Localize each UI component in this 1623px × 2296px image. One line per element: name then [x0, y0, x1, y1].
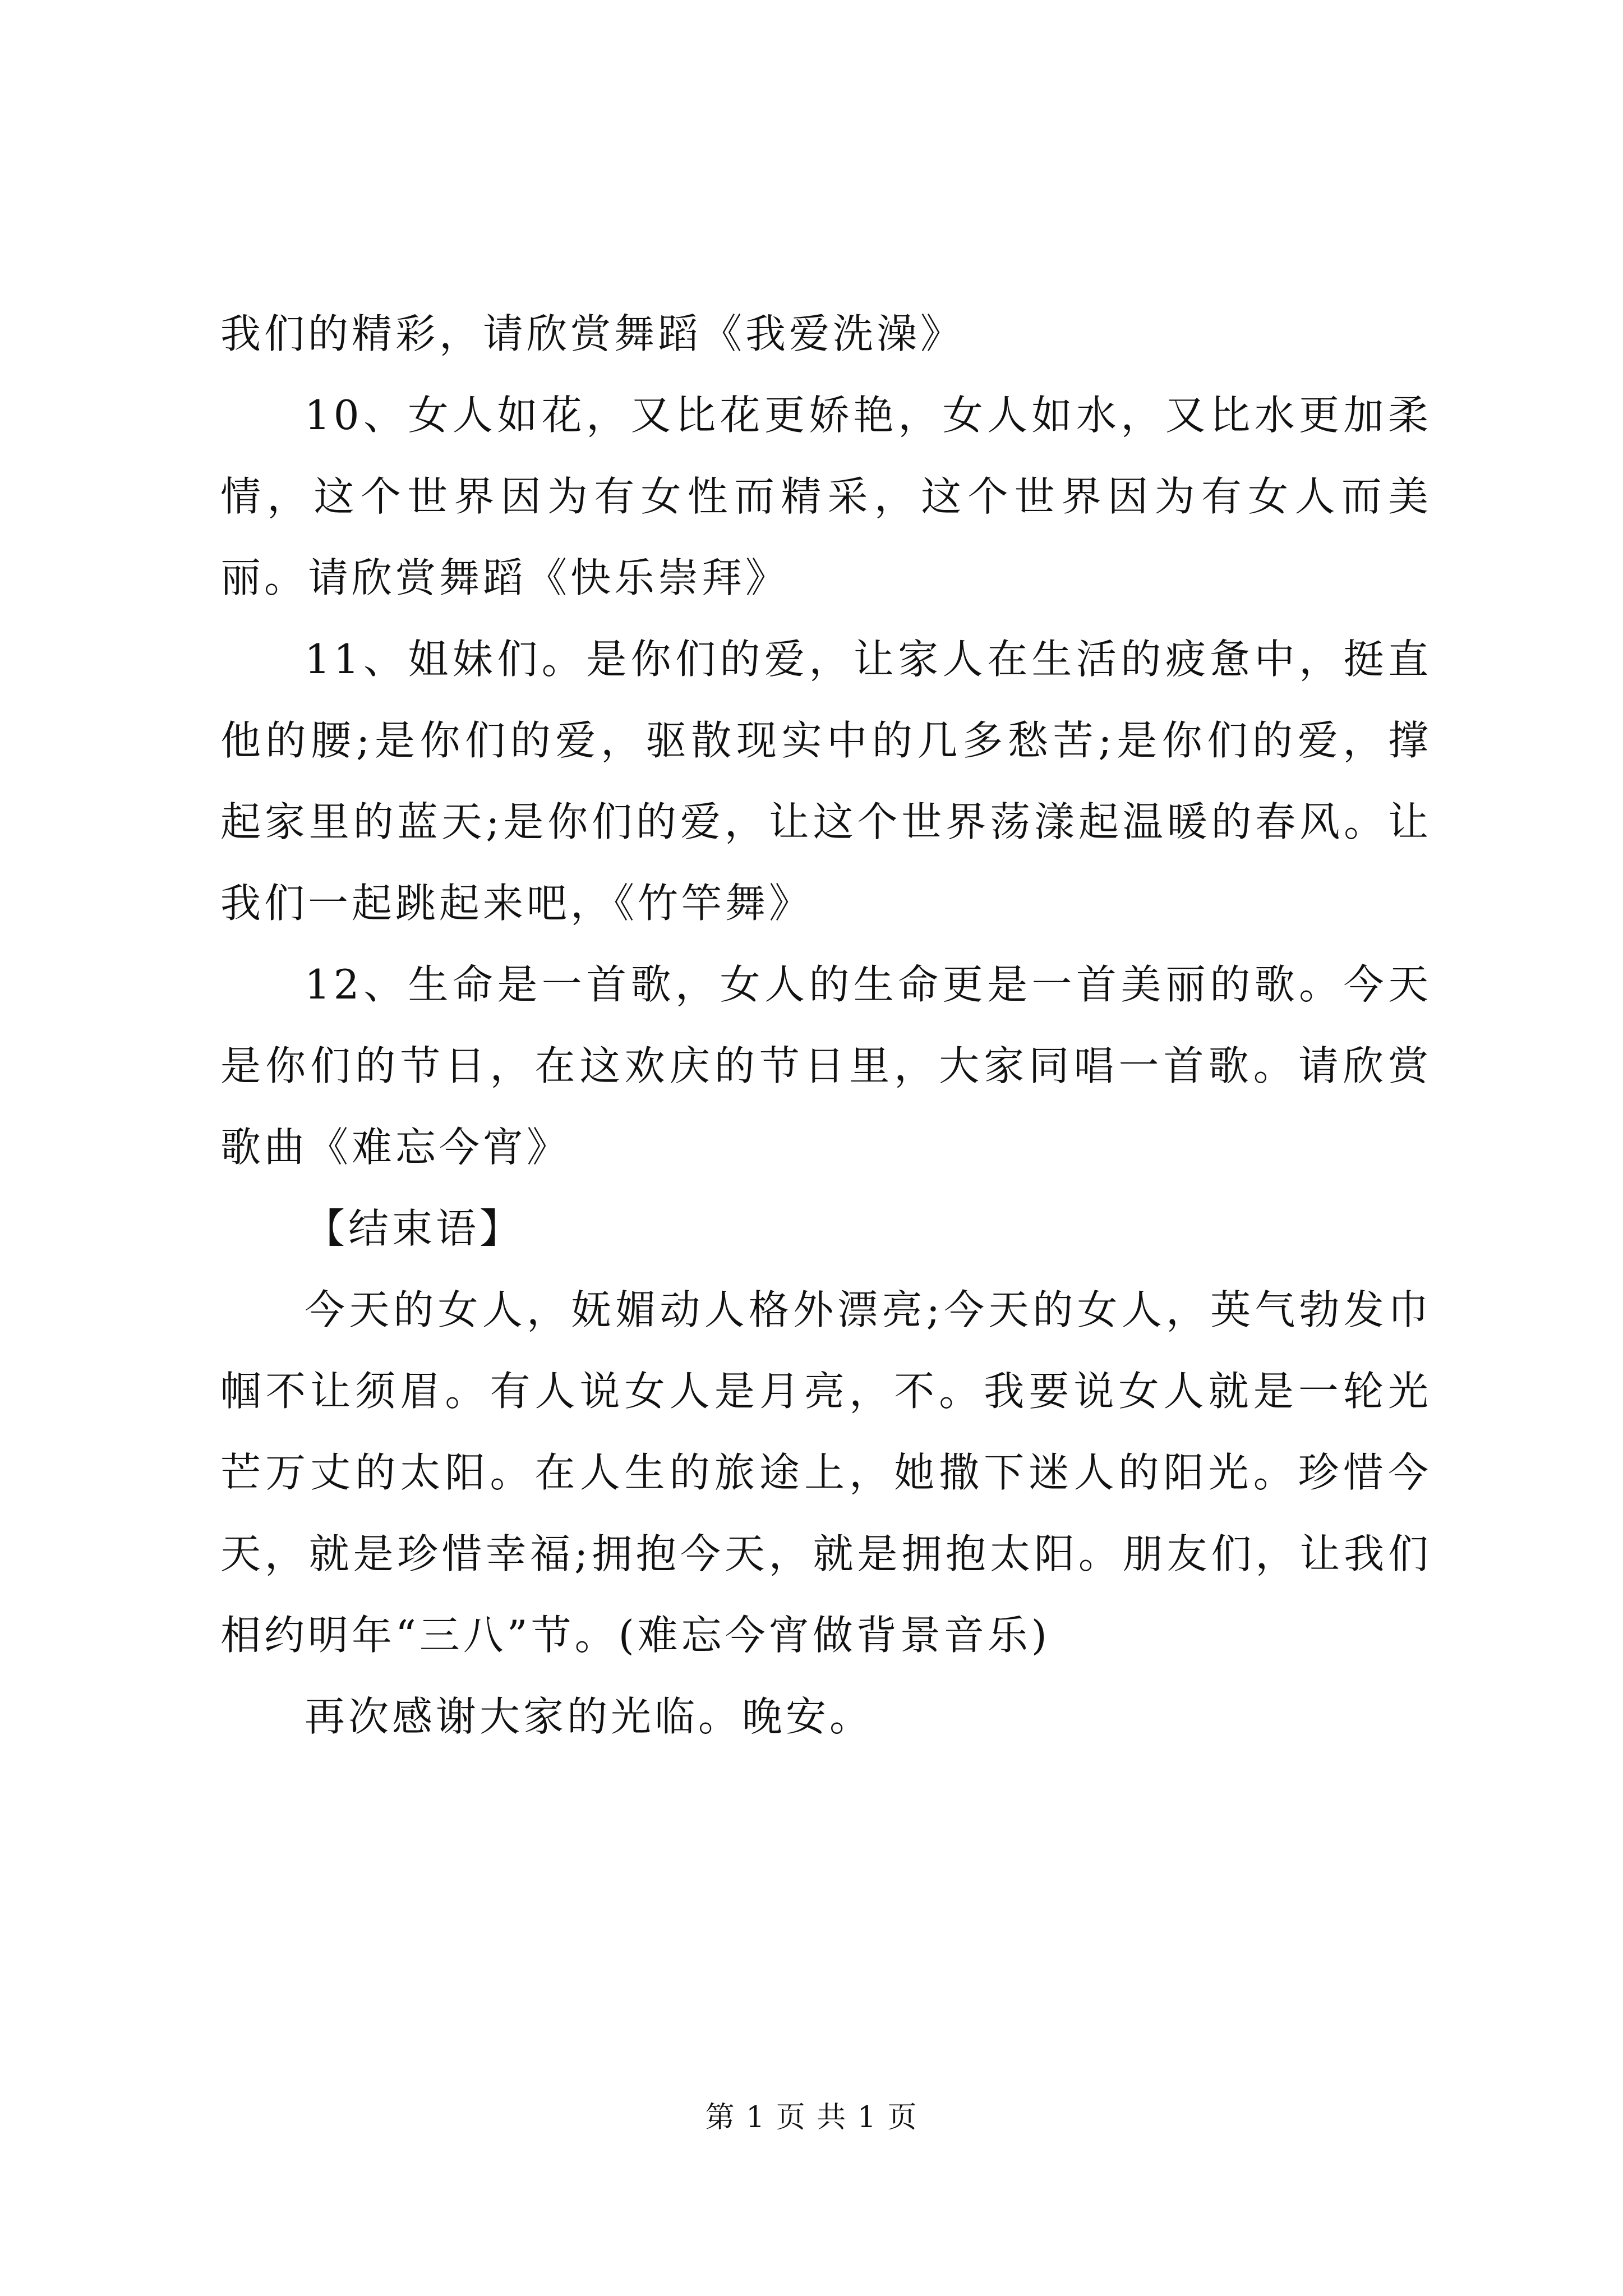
paragraph-closing-remarks: 今天的女人，妩媚动人格外漂亮;今天的女人，英气勃发巾帼不让须眉。有人说女人是月亮，不。我要说女人就是一轮光芒万丈的太阳。在人生的旅途上，她撒下迷人的阳光。珍惜今天，就是珍惜幸福;拥抱今天，就是拥抱太阳。朋友们，让我们相约明年“三八”节。(难忘今宵做背景音乐) — [220, 1286, 1432, 1659]
paragraph-farewell: 再次感谢大家的光临。晚安。 — [305, 1693, 874, 1740]
paragraph-item-12: 12、生命是一首歌，女人的生命更是一首美丽的歌。今天是你们的节日，在这欢庆的节日里，大家同唱一首歌。请欣赏歌曲《难忘今宵》 — [220, 961, 1432, 1171]
page-footer: 第 1 页 共 1 页 — [705, 2101, 918, 2134]
section-heading-closing: 【结束语】 — [305, 1205, 524, 1252]
paragraph-item-11: 11、姐妹们。是你们的爱，让家人在生活的疲惫中，挺直他的腰;是你们的爱，驱散现实中的几多愁苦;是你们的爱，撑起家里的蓝天;是你们的爱，让这个世界荡漾起温暖的春风。让我们一起跳起来吧，《竹竿舞》 — [220, 636, 1432, 927]
document-body — [220, 293, 1432, 1757]
paragraph-continuation: 我们的精彩，请欣赏舞蹈《我爱洗澡》 — [220, 310, 965, 357]
paragraph-item-10: 10、女人如花，又比花更娇艳，女人如水，又比水更加柔情，这个世界因为有女性而精采，这个世界因为有女人而美丽。请欣赏舞蹈《快乐崇拜》 — [220, 392, 1432, 601]
